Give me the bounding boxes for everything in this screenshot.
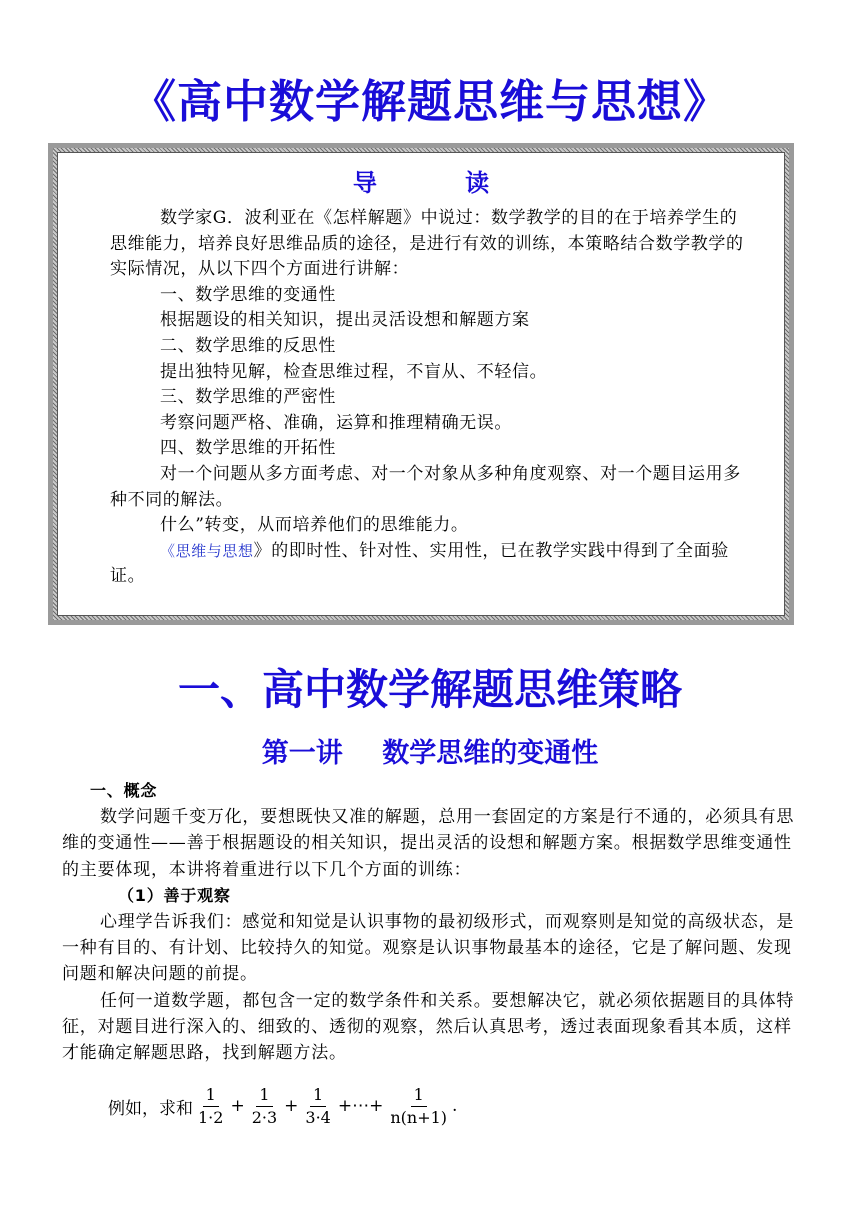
fraction-term: $\frac{1}{n(n+1)}$ — [390, 1084, 448, 1127]
reading-item-desc: 考察问题严格、准确，运算和推理精确无误。 — [160, 412, 512, 433]
reading-guide-box — [48, 143, 794, 625]
lecture-content — [62, 778, 802, 1066]
book-title-open: 《 — [160, 541, 176, 560]
concept-heading: 一、概念 — [90, 781, 158, 800]
document-title: 《高中数学解题思维与思想》 — [130, 75, 729, 128]
example-formula — [108, 1080, 457, 1132]
paragraph: 数学问题千变万化，要想既快又准的解题，总用一套固定的方案是行不通的，必须具有思维的变通性——善于根据题设的相关知识，提出灵活的设想和解题方案。根据数学思维变通性的主要体现，本讲将着重进行以下几个方面的训练： — [62, 807, 795, 880]
paragraph: 任何一道数学题，都包含一定的数学条件和关系。要想解决它，就必须依据题目的具体特征，对题目进行深入的、细致的、透彻的观察，然后认真思考，透过表面现象看其本质，这样才能确定解题思路，找到解题方法。 — [62, 990, 795, 1064]
section-title: 一、高中数学解题思维策略 — [177, 665, 682, 714]
fraction-term: $\frac{1}{1\cdot 2}$ — [198, 1084, 224, 1127]
reading-guide-title: 导 读 — [352, 169, 490, 197]
reading-final — [110, 539, 746, 590]
example-suffix: . — [452, 1096, 458, 1116]
point-heading: （1）善于观察 — [118, 885, 231, 905]
reading-item-heading: 二、数学思维的反思性 — [160, 335, 336, 356]
reading-guide-body — [110, 206, 746, 590]
reading-item-desc: 对一个问题从多方面考虑、对一个对象从多种角度观察、对一个题目运用多种不同的解法。 — [110, 463, 741, 510]
reading-guide-inner — [57, 152, 785, 616]
example-prefix: 例如，求和 — [108, 1098, 193, 1119]
reading-item-desc: 根据题设的相关知识，提出灵活设想和解题方案 — [160, 310, 530, 331]
ellipsis-sign: +⋯+ — [337, 1096, 384, 1116]
lecture-title: 第一讲 数学思维的变通性 — [261, 738, 599, 769]
reading-item-desc: 提出独特见解，检查思维过程，不盲从、不轻信。 — [160, 361, 548, 382]
fraction-term: $\frac{1}{2\cdot 3}$ — [251, 1084, 278, 1127]
plus-sign: + — [230, 1096, 245, 1116]
reading-item-heading: 三、数学思维的严密性 — [160, 387, 336, 408]
reading-intro: 数学家G．波利亚在《怎样解题》中说过：数学教学的目的在于培养学生的思维能力，培养良好思维品质的途径，是进行有效的训练，本策略结合数学教学的实际情况，从以下四个方面进行讲解： — [110, 208, 744, 280]
reading-final-rest: 》的即时性、针对性、实用性，已在教学实践中得到了全面验证。 — [110, 540, 729, 587]
reading-item-heading: 一、数学思维的变通性 — [160, 284, 336, 305]
plus-sign: + — [284, 1096, 299, 1116]
fraction-term: $\frac{1}{3\cdot 4}$ — [305, 1084, 331, 1127]
reading-closing: 什么”转变，从而培养他们的思维能力。 — [160, 515, 469, 536]
paragraph: 心理学告诉我们：感觉和知觉是认识事物的最初级形式，而观察则是知觉的高级状态，是一种有目的、有计划、比较持久的知觉。观察是认识事物最基本的途径，它是了解问题、发现问题和解决问题的前提。 — [62, 912, 795, 985]
reading-item-heading: 四、数学思维的开拓性 — [160, 438, 336, 459]
book-title-link[interactable]: 思维与思想 — [175, 541, 254, 560]
